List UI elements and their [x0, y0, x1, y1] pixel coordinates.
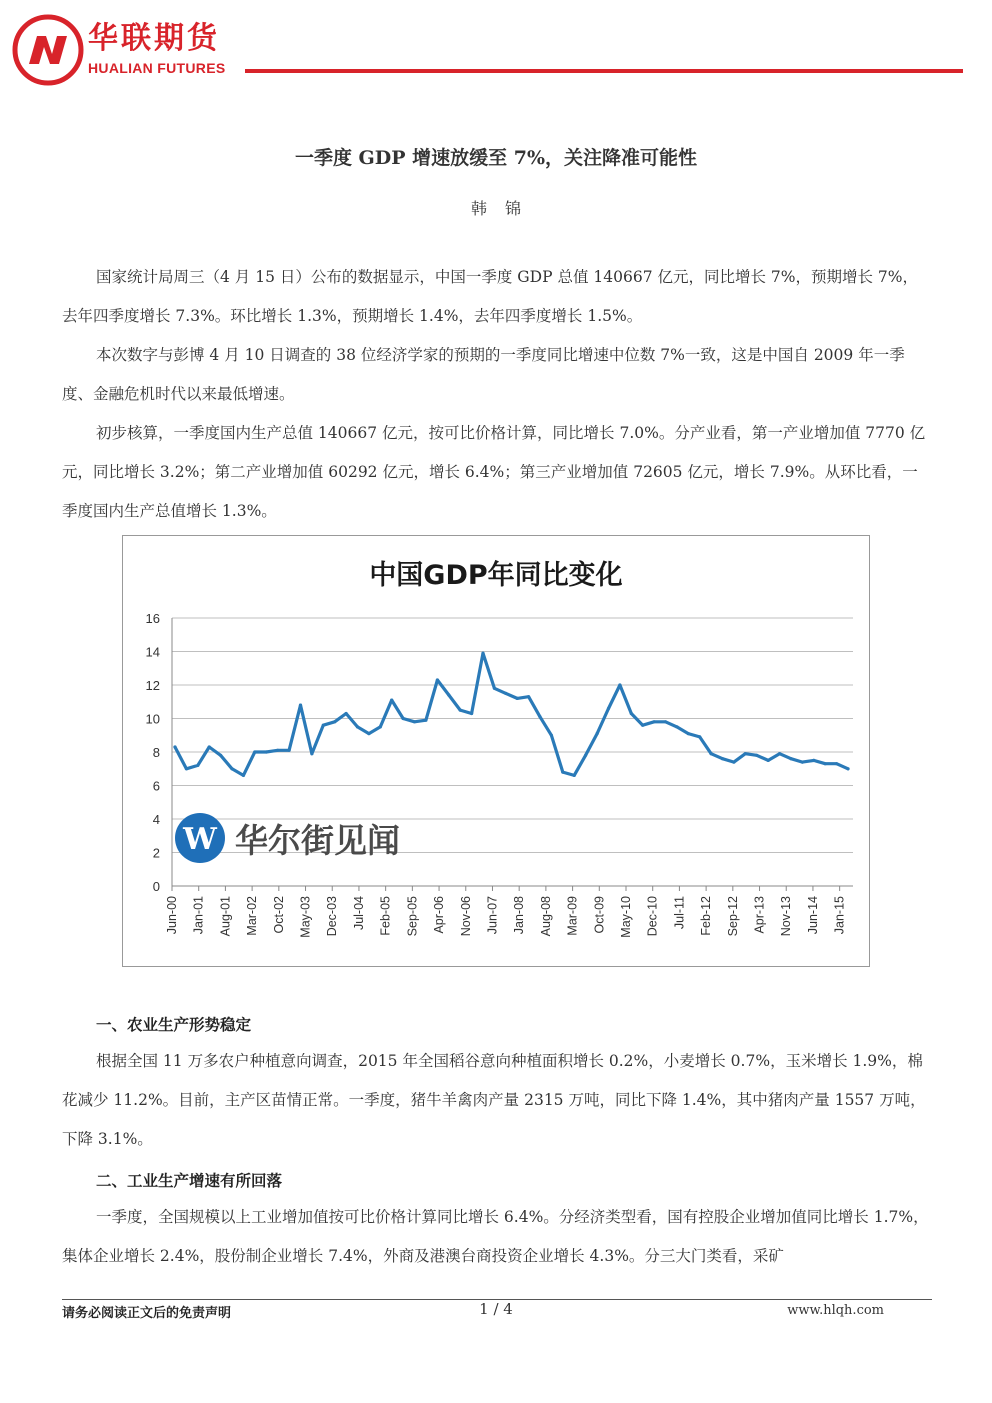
gdp-data-point: [710, 752, 713, 755]
page-title: 一季度 GDP 增速放缓至 7%，关注降准可能性: [294, 147, 698, 169]
gdp-data-point: [367, 732, 370, 735]
gdp-data-point: [607, 707, 610, 710]
chart-axes: [146, 611, 853, 938]
x-tick-label: Jan-01: [191, 896, 206, 935]
gdp-data-point: [550, 734, 553, 737]
section-2-paragraph: 一季度，全国规模以上工业增加值按可比价格计算同比增长 6.4%。分经济类型看，国有控股企业增加值同比增长 1.7%，集体企业增长 2.4%，股份制企业增长 7.4%，外商及港澳台商投资企业增长 4.3%。分三大门类看，采矿: [62, 1208, 929, 1265]
gdp-data-point: [538, 715, 541, 718]
gdp-data-point: [470, 712, 473, 715]
logo-chinese-name: 华联期货: [88, 21, 220, 56]
gdp-data-point: [721, 757, 724, 760]
gdp-data-point: [504, 692, 507, 695]
gdp-data-point: [641, 724, 644, 727]
author-name: 韩锦: [470, 199, 539, 218]
y-tick-label: 0: [152, 879, 160, 894]
y-tick-label: 4: [152, 812, 160, 827]
x-tick-label: Nov-13: [779, 896, 794, 937]
watermark-logo-letter: W: [183, 822, 217, 857]
gdp-data-point: [653, 720, 656, 723]
x-tick-label: Jun-14: [805, 896, 820, 935]
x-tick-label: Jul-04: [351, 896, 366, 931]
footer-disclaimer: 请务必阅读正文后的免责声明: [62, 1306, 232, 1321]
chart-series: [173, 652, 849, 777]
gdp-chart: [122, 535, 870, 967]
y-tick-label: 2: [152, 845, 160, 861]
gdp-data-point: [242, 774, 245, 777]
footer-url: www.hlqh.com: [787, 1303, 884, 1318]
gdp-data-point: [230, 767, 233, 770]
x-tick-label: Apr-13: [752, 896, 767, 934]
x-tick-label: Aug-01: [218, 896, 233, 937]
gdp-data-point: [413, 720, 416, 723]
gdp-data-point: [253, 750, 256, 753]
gdp-data-point: [618, 683, 621, 686]
gdp-data-point: [356, 725, 359, 728]
x-tick-label: May-10: [619, 896, 633, 938]
gdp-data-point: [288, 749, 291, 752]
gdp-data-point: [402, 717, 405, 720]
x-tick-label: Jul-11: [672, 896, 687, 930]
gdp-data-point: [755, 754, 758, 757]
gdp-data-point: [778, 752, 781, 755]
paragraph-3: 初步核算，一季度国内生产总值 140667 亿元，按可比价格计算，同比增长 7.0%。分产业看，第一产业增加值 7770 亿元，同比增长 3.2%；第二产业增加值 60292 亿元，增长 6.4%；第三产业增加值 72605 亿元，增长 7.9%。从环比看，一季度国内生产总值增长 1.3%。: [62, 424, 926, 520]
gdp-data-point: [333, 720, 336, 723]
gdp-chart-svg: [123, 536, 869, 966]
chart-title: 中国GDP年同比变化: [369, 560, 623, 591]
gdp-data-point: [436, 678, 439, 681]
gdp-data-point: [664, 720, 667, 723]
y-tick-label: 14: [145, 644, 160, 660]
x-tick-label: Jan-08: [512, 896, 527, 935]
watermark-text: 华尔街见闻: [235, 821, 400, 860]
paragraph-2: 本次数字与彭博 4 月 10 日调查的 38 位经济学家的预期的一季度同比增速中位数 7%一致，这是中国自 2009 年一季度、金融危机时代以来最低增速。: [62, 346, 905, 403]
x-tick-label: Mar-02: [245, 896, 260, 936]
x-tick-label: Jan-15: [832, 896, 847, 935]
gdp-data-point: [459, 709, 462, 712]
gdp-data-point: [596, 732, 599, 735]
gdp-data-point: [276, 749, 279, 752]
y-tick-label: 10: [145, 711, 160, 727]
x-tick-label: Sep-12: [725, 896, 740, 937]
gdp-data-point: [379, 725, 382, 728]
x-tick-label: Feb-05: [378, 896, 393, 936]
x-tick-label: Mar-09: [565, 896, 580, 936]
gdp-data-point: [310, 752, 313, 755]
gdp-series-line: [175, 653, 848, 775]
gdp-data-point: [675, 725, 678, 728]
hualian-logo-icon: [12, 14, 84, 86]
gdp-data-point: [173, 745, 176, 748]
gdp-data-point: [573, 774, 576, 777]
y-tick-label: 6: [152, 778, 160, 794]
gdp-data-point: [698, 735, 701, 738]
gdp-data-point: [265, 750, 268, 753]
gdp-data-point: [824, 762, 827, 765]
gdp-data-point: [208, 745, 211, 748]
gdp-data-point: [801, 761, 804, 764]
y-tick-label: 8: [152, 745, 160, 760]
gdp-data-point: [219, 754, 222, 757]
gdp-data-point: [630, 712, 633, 715]
gdp-data-point: [687, 732, 690, 735]
gdp-data-point: [835, 762, 838, 765]
gdp-data-point: [447, 693, 450, 696]
x-tick-label: Oct-09: [592, 896, 607, 934]
gdp-data-point: [424, 719, 427, 722]
gdp-data-point: [390, 699, 393, 702]
section-1-heading: 一、农业生产形势稳定: [96, 1016, 252, 1034]
gdp-data-point: [561, 771, 564, 774]
gdp-data-point: [493, 687, 496, 690]
gdp-data-point: [516, 697, 519, 700]
section-1-paragraph: 根据全国 11 万多农户种植意向调查，2015 年全国稻谷意向种植面积增长 0.2%，小麦增长 0.7%，玉米增长 1.9%，棉花减少 11.2%。目前，主产区苗情正常。一季度，猪牛羊禽肉产量 2315 万吨，同比下降 1.4%，其中猪肉产量 1557 万吨，下降 3.1%。: [62, 1052, 926, 1148]
gdp-data-point: [732, 761, 735, 764]
header-divider: [245, 69, 963, 73]
x-tick-label: Aug-08: [538, 896, 553, 937]
x-tick-label: Jun-07: [485, 896, 500, 935]
x-tick-label: Apr-06: [432, 896, 447, 934]
y-tick-label: 16: [145, 611, 160, 626]
logo-english-name: HUALIAN FUTURES: [88, 60, 226, 76]
page-number: 1 / 4: [479, 1300, 513, 1318]
x-tick-label: Oct-02: [271, 896, 286, 934]
gdp-data-point: [789, 757, 792, 760]
gdp-data-point: [185, 767, 188, 770]
x-tick-label: Dec-03: [325, 896, 340, 937]
gdp-data-point: [196, 764, 199, 767]
gdp-data-point: [767, 759, 770, 762]
chart-watermark: [175, 813, 400, 863]
x-tick-label: Jun-00: [165, 896, 179, 935]
gdp-data-point: [322, 724, 325, 727]
x-tick-label: May-03: [298, 896, 313, 938]
x-tick-label: Feb-12: [699, 896, 714, 936]
gdp-data-point: [481, 652, 484, 655]
gdp-data-point: [299, 704, 302, 707]
x-tick-label: Sep-05: [405, 896, 420, 937]
gdp-data-point: [584, 754, 587, 757]
gdp-data-point: [846, 767, 849, 770]
x-tick-label: Nov-06: [458, 896, 473, 937]
y-tick-label: 12: [145, 678, 160, 693]
section-2-heading: 二、工业生产增速有所回落: [96, 1172, 283, 1190]
page-header: [0, 0, 992, 100]
gdp-data-point: [812, 759, 815, 762]
gdp-data-point: [744, 752, 747, 755]
paragraph-1: 国家统计局周三（4 月 15 日）公布的数据显示，中国一季度 GDP 总值 140667 亿元，同比增长 7%，预期增长 7%，去年四季度增长 7.3%。环比增长 1.3%，预期增长 1.4%，去年四季度增长 1.5%。: [62, 268, 919, 325]
x-tick-label: Dec-10: [645, 896, 660, 937]
gdp-data-point: [345, 712, 348, 715]
gdp-data-point: [527, 695, 530, 698]
